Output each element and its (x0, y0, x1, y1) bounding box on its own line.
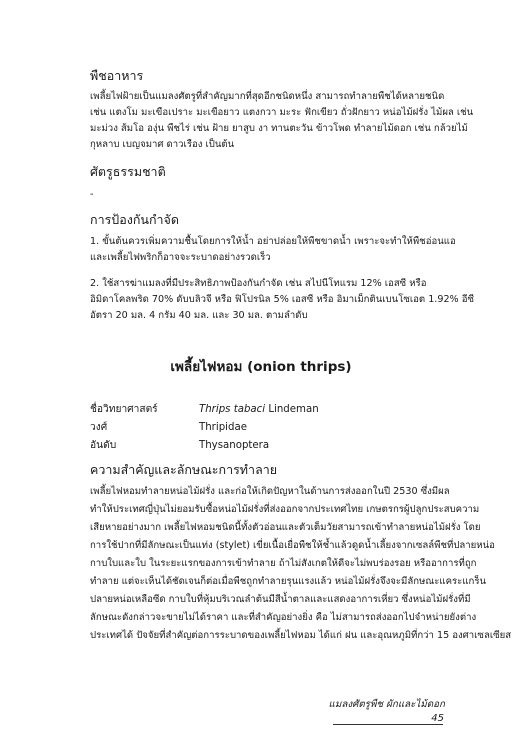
section-heading-natural-enemies: ศัตรูธรรมชาติ (90, 164, 166, 179)
scientific-species: Thrips tabaci (199, 404, 266, 415)
order-label: อันดับ (90, 440, 117, 451)
page-number: 45 (431, 713, 444, 724)
natural-enemies-value: - (90, 189, 94, 200)
scientific-author: Lindeman (268, 404, 319, 415)
paragraph-line: กุหลาบ เบญจมาศ ดาวเรือง เป็นต้น (90, 139, 235, 150)
family-value: Thripidae (199, 422, 247, 433)
paragraph-line: เช่น แตงโม มะเขือเปราะ มะเขือยาว แตงกวา มะระ ฟักเขียว ถั่วฝักยาว หน่อไม้ฝรั่ง ไม้ผล เช่น (90, 107, 474, 118)
scientific-name-value (199, 403, 319, 417)
section-heading-importance: ความสำคัญและลักษณะการทำลาย (90, 462, 278, 477)
paragraph-line: ปลายหน่อเหลือซีด กาบใบที่หุ้มบริเวณลำต้นมีสีน้ำตาลและแสดงอาการเหี่ยว ซึ่งหน่อไม้ฝรั่งที่มี (90, 594, 471, 605)
paragraph-line: 1. ขั้นต้นควรเพิ่มความชื้นโดยการให้น้ำ อย่าปล่อยให้พืชขาดน้ำ เพราะจะทำให้พืชอ่อนแอ (90, 236, 456, 247)
section-heading-host-plants: พืชอาหาร (90, 68, 144, 83)
paragraph-line: ลักษณะดังกล่าวจะขายไม่ได้ราคา และที่สำคัญอย่างยิ่ง คือ ไม่สามารถส่งออกไปจำหน่ายยังต่าง (90, 612, 477, 623)
scientific-name-label: ชื่อวิทยาศาสตร์ (90, 404, 158, 415)
paragraph-line: ประเทศได้ ปัจจัยที่สำคัญต่อการระบาดของเพลี้ยไฟหอม ได้แก่ ฝน และอุณหภูมิที่กว่า 15 องศาเซลเซียส (90, 630, 512, 641)
paragraph-line: อัตรา 20 มล. 4 กรัม 40 มล. และ 30 มล. ตามลำดับ (90, 310, 308, 321)
paragraph-line: เพลี้ยไฟฝ้ายเป็นแมลงศัตรูที่สำคัญมากที่สุดอีกชนิดหนึ่ง สามารถทำลายพืชได้หลายชนิด (90, 91, 445, 102)
paragraph-line: ทำลาย แต่จะเห็นได้ชัดเจนก็ต่อเมื่อพืชถูกทำลายรุนแรงแล้ว หน่อไม้ฝรั่งจึงจะมีลักษณะแคระแกร็น (90, 576, 487, 587)
paragraph-line: เสียหายอย่างมาก เพลี้ยไฟหอมชนิดนี้ทั้งตัวอ่อนและตัวเต็มวัยสามารถเข้าทำลายหน่อไม้ฝรั่ง โดย (90, 522, 481, 533)
paragraph-line: มะม่วง ส้มโอ องุ่น พืชไร่ เช่น ฝ้าย ยาสูบ งา ทานตะวัน ข้าวโพด ทำลายไม้ดอก เช่น กล้วยไม้ (90, 123, 468, 134)
paragraph-line: กาบใบและใบ ในระยะแรกของการเข้าทำลาย ถ้าไม่สังเกตให้ดีจะไม่พบร่องรอย หรืออาการที่ถูก (90, 558, 477, 569)
footer-divider (333, 724, 443, 725)
running-footer-title: แมลงศัตรูพืช ผักและไม้ดอก (328, 699, 445, 710)
paragraph-line: การใช้ปากที่มีลักษณะเป็นแท่ง (stylet) เขี่ยเนื้อเยื่อพืชให้ช้ำแล้วดูดน้ำเลี้ยงจากเซลล์พืชที่ปลายหน่อ (90, 540, 495, 551)
paragraph-line: ทำให้ประเทศญี่ปุ่นไม่ยอมรับซื้อหน่อไม้ฝรั่งที่ส่งออกจากประเทศไทย เกษตรกรผู้ปลูกประสบความ (90, 504, 480, 515)
order-value: Thysanoptera (199, 440, 270, 451)
paragraph-line: 2. ใช้สารฆ่าแมลงที่มีประสิทธิภาพป้องกันกำจัด เช่น สไปนีโทแรม 12% เอสซี หรือ (90, 278, 427, 289)
paragraph-line: อิมิดาโคลพริด 70% ดับบลิวจี หรือ ฟิโปรนิล 5% เอสซี หรือ อิมาเม็กตินเบนโซเอต 1.92% อีซี (90, 294, 474, 305)
pest-title: เพลี้ยไฟหอม (onion thrips) (170, 359, 352, 375)
paragraph-line: และเพลี้ยไฟพริกก็อาจจะระบาดอย่างรวดเร็ว (90, 252, 271, 263)
family-label: วงศ์ (90, 422, 108, 433)
paragraph-line: เพลี้ยไฟหอมทำลายหน่อไม้ฝรั่ง และก่อให้เกิดปัญหาในด้านการส่งออกในปี 2530 ซึ่งมีผล (90, 486, 450, 497)
section-heading-control: การป้องกันกำจัด (90, 212, 179, 227)
